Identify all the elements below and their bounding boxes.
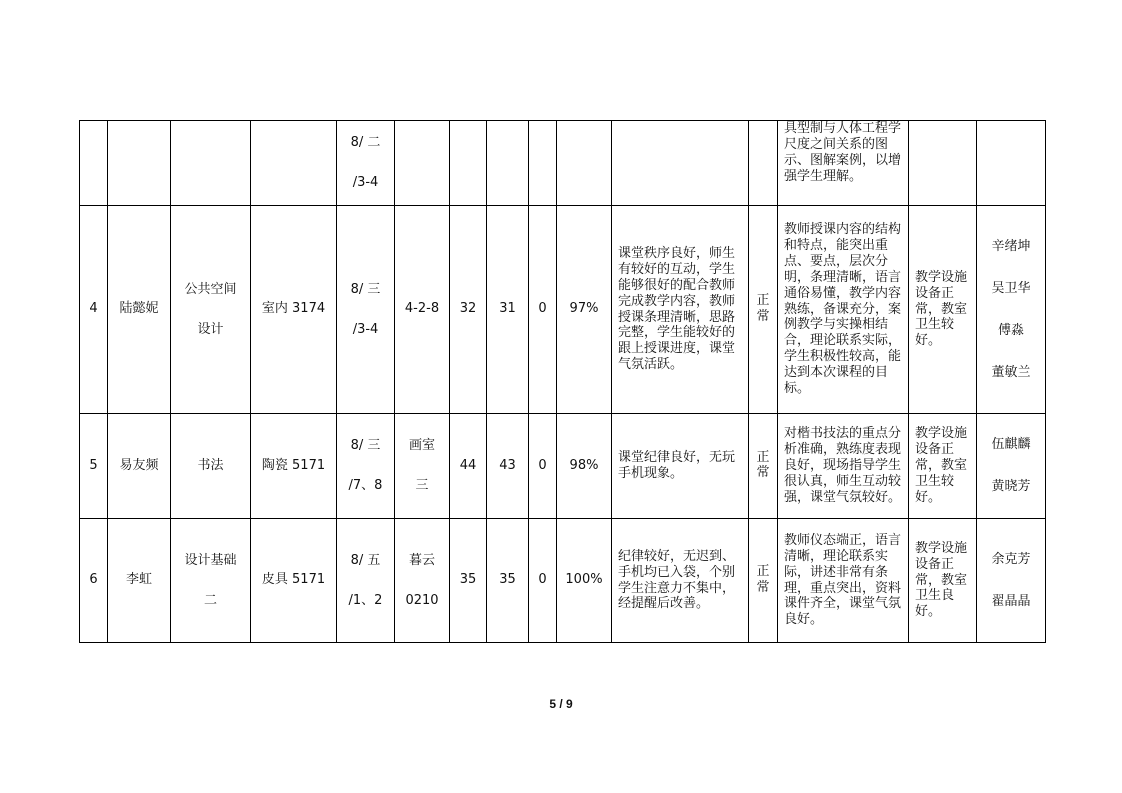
table-row — [80, 121, 1046, 206]
absent-cell: 0 — [529, 519, 557, 643]
inspector-cell — [977, 414, 1046, 519]
class-cell: 皮具 5171 — [251, 519, 337, 643]
should-attend-cell: 32 — [450, 206, 487, 414]
row-number: 6 — [80, 519, 108, 643]
facility-cell: 教学设施设备正常，教室卫生较好。 — [909, 414, 977, 519]
time-cell: 8/ 三 /3-4 — [337, 206, 395, 414]
teacher-cell: 易友频 — [108, 414, 171, 519]
teacher-cell — [108, 121, 171, 206]
actual-attend-cell: 35 — [487, 519, 529, 643]
room-cell — [395, 121, 450, 206]
inspection-table — [79, 120, 1046, 643]
discipline-cell — [612, 121, 749, 206]
table-row — [80, 414, 1046, 519]
row-number — [80, 121, 108, 206]
inspector-name: 伍麒麟 — [991, 437, 1031, 452]
status-cell: 正常 — [749, 519, 778, 643]
inspector-cell — [977, 121, 1046, 206]
facility-cell — [909, 121, 977, 206]
time-cell: 8/ 五 /1、2 — [337, 519, 395, 643]
rate-cell: 100% — [557, 519, 612, 643]
facility-cell: 教学设施设备正常，教室卫生良好。 — [909, 519, 977, 643]
room-cell: 4-2-8 — [395, 206, 450, 414]
teacher-cell: 陆懿妮 — [108, 206, 171, 414]
teaching-cell: 具型制与人体工程学尺度之间关系的图示、图解案例，以增强学生理解。 — [778, 121, 909, 206]
discipline-cell: 纪律较好，无迟到、手机均已入袋，个别学生注意力不集中，经提醒后改善。 — [612, 519, 749, 643]
course-cell: 书法 — [171, 414, 251, 519]
actual-attend-cell: 31 — [487, 206, 529, 414]
inspector-name: 辛绪坤 — [991, 238, 1031, 254]
room-cell: 暮云 0210 — [395, 519, 450, 643]
class-cell: 室内 3174 — [251, 206, 337, 414]
teaching-cell: 教师授课内容的结构和特点，能突出重点、要点，层次分明，条理清晰，语言通俗易懂，教学内容熟练，备课充分，案例教学与实操相结合，理论联系实际，学生积极性较高，能达到本次课程的目标。 — [778, 206, 909, 414]
time-cell: 8/ 二 /3-4 — [337, 121, 395, 206]
row-number: 4 — [80, 206, 108, 414]
should-attend-cell — [450, 121, 487, 206]
class-cell: 陶瓷 5171 — [251, 414, 337, 519]
absent-cell — [529, 121, 557, 206]
course-cell — [171, 121, 251, 206]
status-cell: 正常 — [749, 414, 778, 519]
should-attend-cell: 35 — [450, 519, 487, 643]
teaching-cell: 对楷书技法的重点分析准确，熟练度表现良好，现场指导学生很认真，师生互动较强，课堂气氛较好。 — [778, 414, 909, 519]
table-row — [80, 519, 1046, 643]
table-row — [80, 206, 1046, 414]
rate-cell: 97% — [557, 206, 612, 414]
class-cell — [251, 121, 337, 206]
discipline-cell: 课堂纪律良好，无玩手机现象。 — [612, 414, 749, 519]
status-cell — [749, 121, 778, 206]
status-cell: 正常 — [749, 206, 778, 414]
facility-cell: 教学设施设备正常，教室卫生较好。 — [909, 206, 977, 414]
inspector-name: 傅淼 — [997, 322, 1024, 338]
actual-attend-cell — [487, 121, 529, 206]
actual-attend-cell: 43 — [487, 414, 529, 519]
room-cell: 画室 三 — [395, 414, 450, 519]
inspector-cell — [977, 519, 1046, 643]
teacher-cell: 李虹 — [108, 519, 171, 643]
inspector-name: 翟晶晶 — [991, 593, 1031, 609]
absent-cell: 0 — [529, 414, 557, 519]
course-cell: 公共空间 设计 — [171, 206, 251, 414]
course-cell: 设计基础 二 — [171, 519, 251, 643]
row-number: 5 — [80, 414, 108, 519]
inspector-name: 余克芳 — [991, 551, 1031, 567]
rate-cell — [557, 121, 612, 206]
should-attend-cell: 44 — [450, 414, 487, 519]
time-cell: 8/ 三 /7、8 — [337, 414, 395, 519]
inspector-name: 黄晓芳 — [991, 479, 1031, 494]
absent-cell: 0 — [529, 206, 557, 414]
teaching-cell: 教师仪态端正，语言清晰，理论联系实际，讲述非常有条理，重点突出，资料课件齐全，课堂气氛良好。 — [778, 519, 909, 643]
inspector-name: 吴卫华 — [991, 280, 1031, 296]
page-number: 5 / 9 — [549, 697, 573, 711]
inspector-name: 董敏兰 — [991, 364, 1031, 380]
inspector-cell — [977, 206, 1046, 414]
rate-cell: 98% — [557, 414, 612, 519]
discipline-cell: 课堂秩序良好，师生有较好的互动，学生能够很好的配合教师完成教学内容，教师授课条理清晰，思路完整，学生能较好的跟上授课进度，课堂气氛活跃。 — [612, 206, 749, 414]
